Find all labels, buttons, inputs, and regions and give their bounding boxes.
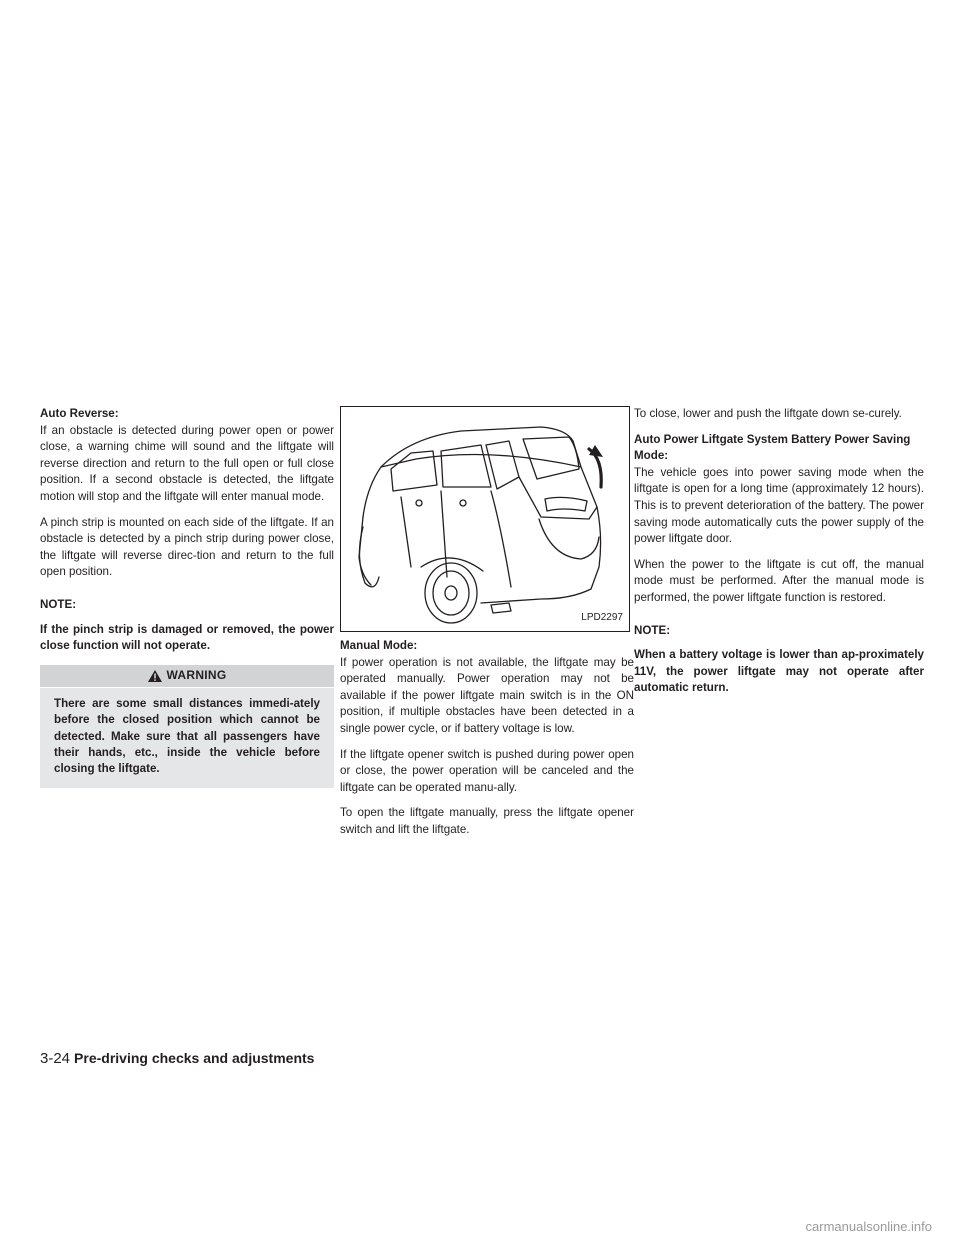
opener-switch-paragraph: If the liftgate opener switch is pushed during power open or close, the power operation will be canceled and the liftgate can be operated manu-ally. <box>340 747 634 794</box>
pinch-strip-paragraph: A pinch strip is mounted on each side of the liftgate. If an obstacle is detected by a pinch strip during power close, the liftgate will reverse direc-tion and return to the full open position. <box>40 515 334 579</box>
warning-label: WARNING <box>166 668 227 683</box>
open-manually-paragraph: To open the liftgate manually, press the liftgate opener switch and lift the liftgate. <box>340 806 634 836</box>
note-label-2: NOTE: <box>634 623 671 637</box>
column-left <box>40 406 334 788</box>
warning-text: There are some small distances immedi-ately before the closed position which cannot be detected. Make sure that all passengers have their hands, etc., inside the vehicle before closing the liftgate. <box>40 688 334 788</box>
close-paragraph: To close, lower and push the liftgate down se-curely. <box>634 407 902 420</box>
section-title: Pre-driving checks and adjustments <box>74 1050 315 1066</box>
note-text-2: When a battery voltage is lower than ap-proximately 11V, the power liftgate may not operate after automatic return. <box>634 648 924 695</box>
liftgate-illustration <box>340 406 630 632</box>
warning-triangle-icon <box>147 669 163 683</box>
figure-code: LPD2297 <box>581 612 623 624</box>
power-saving-paragraph: The vehicle goes into power saving mode when the liftgate is open for a long time (approximately 12 hours). This is to prevent deterioration of the battery. The power saving mode automatically cuts the power supply of the power liftgate door. <box>634 465 924 546</box>
auto-reverse-heading: Auto Reverse: <box>40 407 119 420</box>
column-right <box>634 406 924 706</box>
warning-header <box>40 665 334 688</box>
column-middle <box>340 406 634 848</box>
note-label: NOTE: <box>40 597 77 611</box>
manual-mode-heading: Manual Mode: <box>340 639 418 652</box>
note-text: If the pinch strip is damaged or removed, the power close function will not operate. <box>40 622 334 653</box>
manual-mode-paragraph: If power operation is not available, the liftgate may be operated manually. Power operation may not be available if the power liftgate main switch is in the ON position, if multiple obstacles have been detected in a single power cycle, or if battery voltage is low. <box>340 655 634 735</box>
power-saving-heading: Auto Power Liftgate System Battery Power Saving Mode: <box>634 432 911 463</box>
page-number: 3-24 <box>40 1050 71 1067</box>
watermark: carmanualsonline.info <box>805 1219 932 1234</box>
warning-box <box>40 665 334 788</box>
auto-reverse-paragraph: If an obstacle is detected during power open or power close, a warning chime will sound and the liftgate will reverse direction and return to the full open or full close position. If a second obstacle is detected, the liftgate motion will stop and the liftgate will enter manual mode. <box>40 423 334 503</box>
suv-rear-liftgate-image <box>341 407 629 631</box>
page-footer <box>40 1050 314 1067</box>
power-cut-paragraph: When the power to the liftgate is cut off, the manual mode must be performed. After the manual mode is performed, the power liftgate function is restored. <box>634 557 924 604</box>
